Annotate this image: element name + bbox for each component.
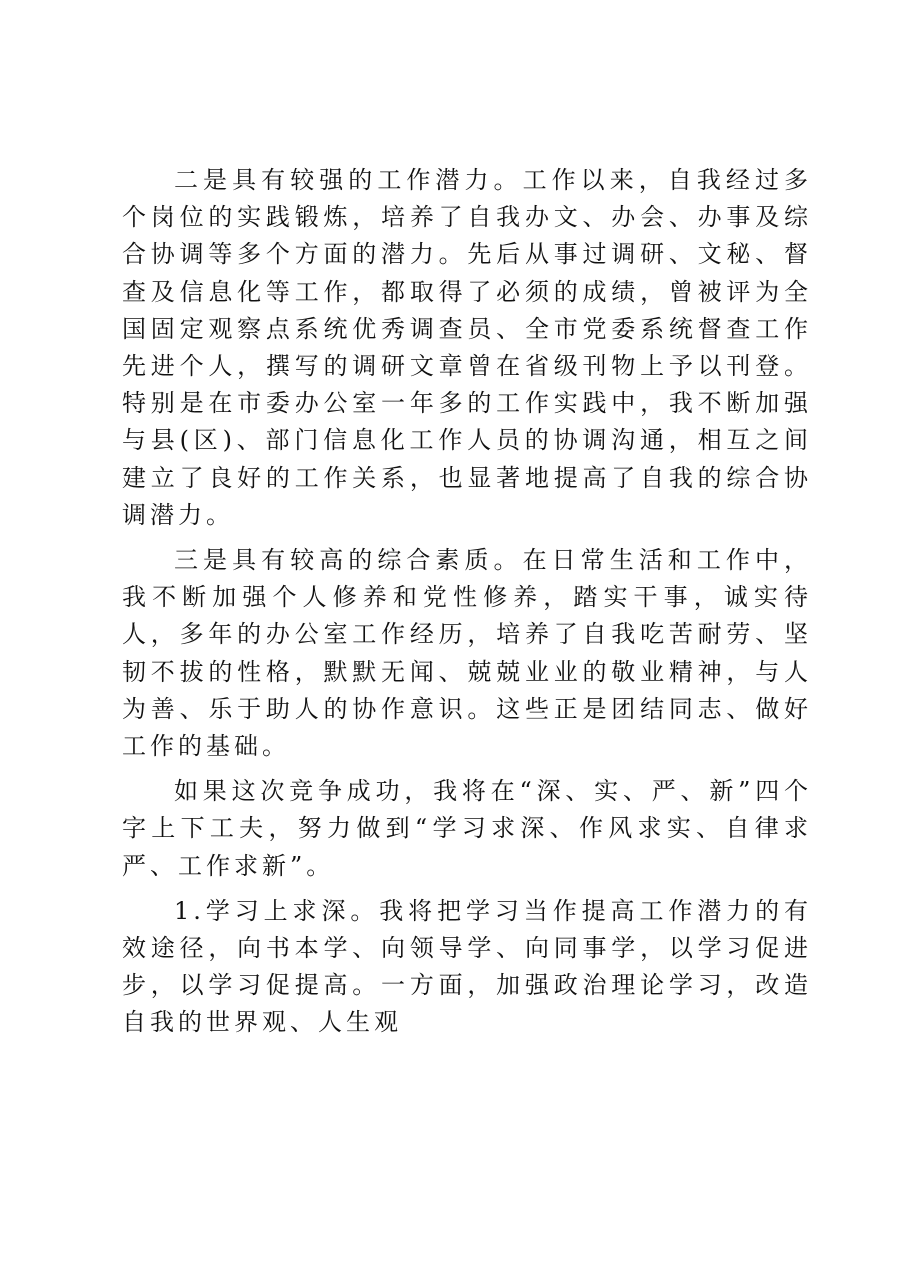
paragraph-overall-quality: 三是具有较高的综合素质。在日常生活和工作中，我不断加强个人修养和党性修养，踏实干事，诚实待人，多年的办公室工作经历，培养了自我吃苦耐劳、坚韧不拔的性格，默默无闻、兢兢业业的敬业精神，与人为善、乐于助人的协作意识。这些正是团结同志、做好工作的基础。 (122, 546, 812, 761)
paragraph-study-goal: 1.学习上求深。我将把学习当作提高工作潜力的有效途径，向书本学、向领导学、向同事学，以学习促进步，以学习促提高。一方面，加强政治理论学习，改造自我的世界观、人生观 (122, 896, 812, 1037)
paragraph-competition-pledge: 如果这次竞争成功，我将在“深、实、严、新”四个字上下工夫，努力做到“学习求深、作风求实、自律求严、工作求新”。 (122, 777, 812, 880)
paragraph-work-ability: 二是具有较强的工作潜力。工作以来，自我经过多个岗位的实践锻炼，培养了自我办文、办会、办事及综合协调等多个方面的潜力。先后从事过调研、文秘、督查及信息化等工作，都取得了必须的成绩，曾被评为全国固定观察点系统优秀调查员、全市党委系统督查工作先进个人，撰写的调研文章曾在省级刊物上予以刊登。特别是在市委办公室一年多的工作实践中，我不断加强与县(区)、部门信息化工作人员的协调沟通，相互之间建立了良好的工作关系，也显著地提高了自我的综合协调潜力。 (122, 166, 812, 529)
document-body (122, 162, 812, 1050)
